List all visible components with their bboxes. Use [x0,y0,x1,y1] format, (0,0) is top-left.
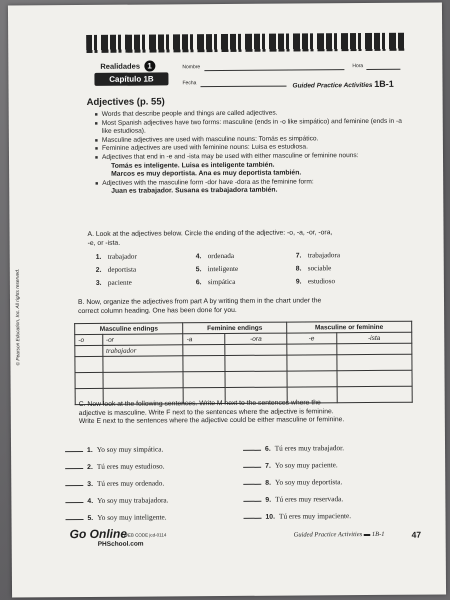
adjective-item[interactable]: 2. deportista [95,265,137,274]
web-code: WEB CODE jcd-0114 [123,532,167,538]
part-c-instr-line: Write E next to the sentences where the adjective could be either masculine or feminine. [78,416,345,426]
part-b-instr-line: correct column heading. One has been done for you. [78,306,237,315]
adjective-item[interactable]: 4. ordenada [195,251,235,261]
chart-header: Masculine endings [75,323,183,335]
sentence-item: 3. Tú eres muy ordenado. [65,478,164,488]
rule-item: ■ Adjectives that end in -e and -ista may be used with either masculine or feminine nouns: [95,152,407,163]
sentence-item: 6. Tú eres muy trabajador. [243,443,344,453]
chart-cell[interactable] [287,355,337,371]
worksheet-page [8,2,446,597]
adjective-chart [74,321,413,405]
chart-cell[interactable] [225,344,286,355]
hora-line[interactable] [366,69,400,70]
answer-blank[interactable] [243,467,261,468]
sentence-item: 7. Yo soy muy paciente. [243,460,338,470]
adjective-item[interactable]: 8. sociable [295,264,332,273]
go-online-logo: Go Online [69,526,128,542]
adjective-list [96,251,396,292]
chart-cell[interactable] [225,355,286,371]
nombre-label: Nombre [182,64,201,71]
part-a-instr-line: -e, or -ista. [87,239,121,247]
chart-cell[interactable] [337,354,412,371]
chart-header: Feminine endings [183,322,287,334]
series-number-badge: 1 [144,60,155,71]
fecha-line[interactable] [201,86,287,88]
example-line: Marcos es muy deportista. Ana es muy deportista también. [111,169,302,178]
chart-cell[interactable] [225,371,286,387]
series-label [100,60,155,71]
chart-cell[interactable] [336,343,411,355]
example-line: Tomás es inteligente. Luisa es inteligente también. [111,161,275,170]
part-a-instr-line: A. Look at the adjectives below. Circle the ending of the adjective: -o, -a, -or, -ora, [87,229,333,238]
chart-header: Masculine or feminine [286,321,411,333]
answer-blank[interactable] [65,502,83,503]
sentence-item: 4. Yo soy muy trabajadora. [65,495,168,505]
answer-blank[interactable] [243,450,261,451]
rule-item: ■ Most Spanish adjectives have two forms: masculine (ends in -o like simpático) and feminine (ends in -a like estudiosa). [95,117,407,136]
part-b-instr-line: B. Now, organize the adjectives from part A by writing them in the chart under the [77,297,322,307]
page-number: 47 [411,529,422,540]
rule-item: ■ Adjectives with the masculine form -dor have -dora as the feminine form: [95,177,407,188]
fecha-label: Fecha [182,80,197,87]
chart-cell[interactable] [75,372,103,388]
part-c-instr-line: adjective is masculine. Write F next to the sentences where the adjective is feminine. [78,407,334,417]
part-a-instructions [88,229,418,248]
chart-cell[interactable] [337,370,412,387]
series-text: Realidades [100,61,141,71]
hora-label: Hora [352,63,364,70]
chart-cell[interactable] [75,356,103,372]
sentence-item: 2. Tú eres muy estudioso. [65,461,164,471]
part-c-instr-line: C. Now look at the following sentences. Write M next to the sentences where the [78,399,321,409]
section-title: Adjectives (p. 55) [86,96,165,108]
adjective-item[interactable]: 7. trabajadora [295,251,341,260]
chart-subheader: -e [287,333,337,344]
copyright-notice: © Pearson Education, Inc. All rights reserved. [15,268,22,366]
chart-cell[interactable] [103,372,184,389]
answer-blank[interactable] [65,485,83,486]
part-c-instructions [79,399,417,427]
site-link[interactable]: PHSchool.com [97,540,144,548]
adjective-item[interactable]: 3. paciente [95,278,132,287]
chart-subheader: -ista [336,332,411,344]
rules-list [95,109,408,197]
adjective-item[interactable]: 9. estudioso [295,277,336,286]
adjective-item[interactable]: 6. simpática [195,277,236,287]
answer-blank[interactable] [243,501,261,502]
rule-item: ■ Feminine adjectives are used with feminine nouns: Luisa es estudiosa. [95,143,407,154]
sentence-item: 8. Yo soy muy deportista. [243,477,342,487]
answer-blank[interactable] [65,451,83,452]
chart-cell[interactable] [287,371,337,387]
activity-number: 1B-1 [374,78,394,89]
chart-subheader: -or [102,334,183,346]
chart-cell[interactable] [102,356,183,373]
footer-activity: Guided Practice Activities ▬ 1B-1 [293,530,385,539]
answer-blank[interactable] [65,468,83,469]
chart-cell[interactable] [183,372,225,388]
chart-cell[interactable] [75,345,103,356]
sentence-item: 9. Tú eres muy reservada. [243,494,343,504]
sentence-item: 1. Yo soy muy simpática. [65,444,163,454]
chart-cell[interactable] [287,344,337,355]
activity-label-text: Guided Practice Activities [292,81,373,90]
example-line: Juan es trabajador. Susana es trabajadora también. [111,186,278,196]
rule-item: ■ Words that describe people and things are called adjectives. [95,109,407,120]
chart-cell-filled[interactable]: trabajador [102,345,183,357]
sentence-item: 10. Tú eres muy impaciente. [243,511,351,521]
chapter-badge: Capítulo 1B [94,72,168,86]
chart-subheader: -o [75,334,103,345]
adjective-item[interactable]: 1. trabajador [95,252,137,261]
part-b-instructions [78,297,414,317]
chart-cell[interactable] [183,356,225,372]
chart-subheader: -ora [225,333,286,344]
header-pattern-band [86,33,404,53]
chart-cell[interactable] [183,345,225,356]
activity-label [292,79,393,90]
adjective-item[interactable]: 5. inteligente [195,264,239,274]
sentence-item: 5. Yo soy muy inteligente. [65,512,166,522]
rule-item: ■ Masculine adjectives are used with masculine nouns: Tomás es simpático. [95,135,407,146]
nombre-line[interactable] [204,69,344,71]
chart-subheader: -a [183,334,225,345]
answer-blank[interactable] [244,518,262,519]
answer-blank[interactable] [243,484,261,485]
answer-blank[interactable] [66,519,84,520]
